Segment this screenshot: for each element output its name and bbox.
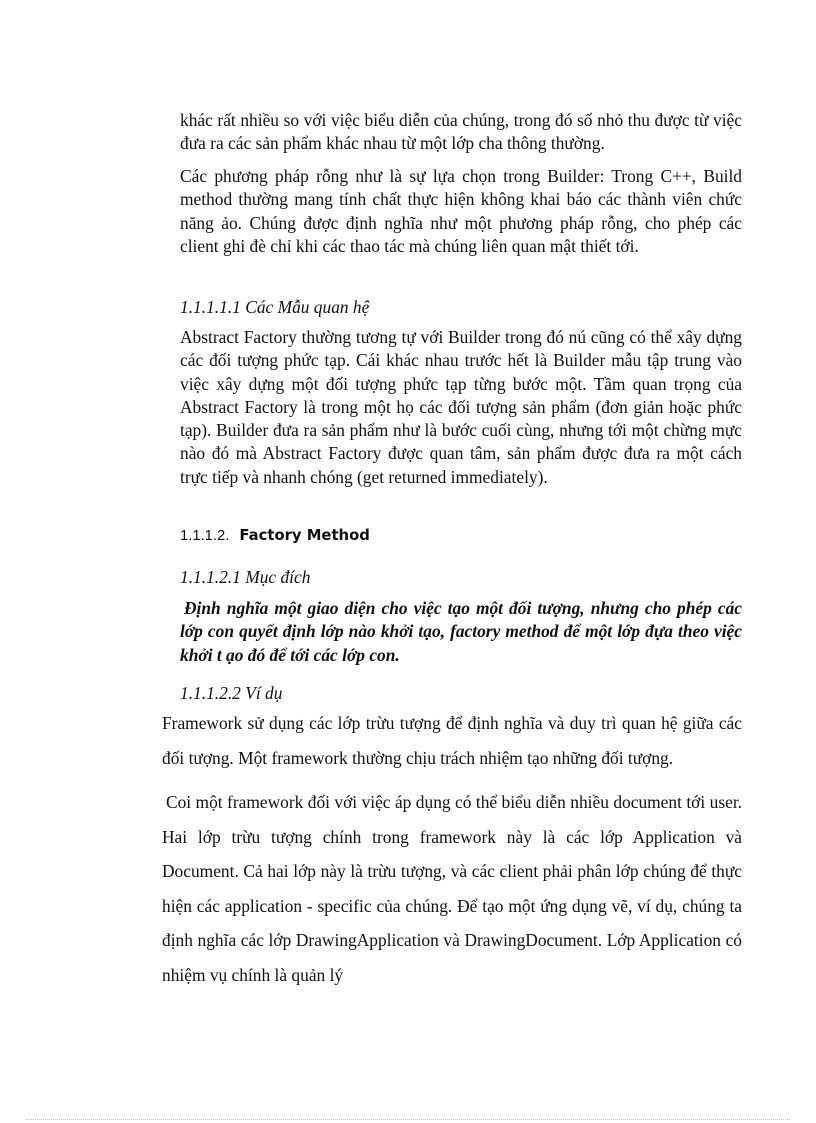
heading-related-patterns: 1.1.1.1.1 Các Mẫu quan hệ [180, 297, 370, 317]
paragraph-application-document: Coi một framework đối với việc áp dụng có thể biểu diễn nhiều document tới user. Hai lớp trừu tượng chính trong framework này là các lớp Application và Document. Cả hai lớp này là trừu tượng, và các client phải phân lớp chúng để thực hiện các application - specific của chúng. Để tạo một ứng dụng vẽ, ví dụ, chúng ta định nghĩa các lớp DrawingApplication và DrawingDocument. Lớp Application có nhiệm vụ chính là quản lý [162, 792, 742, 985]
paragraph-definition: Định nghĩa một giao diện cho việc tạo một đối tượng, nhưng cho phép các lớp con quyết định lớp nào khởi tạo, factory method để một lớp đựa theo việc khởi t ạo đó để tới các lớp con. [180, 598, 742, 665]
page-bottom-rule [26, 1119, 790, 1120]
section-title: Factory Method [239, 527, 370, 544]
heading-example: 1.1.1.2.2 Ví dụ [180, 683, 283, 703]
paragraph-builder-representation: khác rất nhiều so với việc biểu diễn của chúng, trong đó số nhỏ thu được từ việc đưa ra các sản phẩm khác nhau từ một lớp cha thông thường. [180, 110, 742, 154]
section-number: 1.1.1.2. [180, 528, 230, 544]
paragraph-framework-intro: Framework sử dụng các lớp trừu tượng để định nghĩa và duy trì quan hệ giữa các đối tượng. Một framework thường chịu trách nhiệm tạo những đối tượng. [162, 713, 742, 768]
heading-factory-method [180, 526, 370, 546]
paragraph-empty-methods: Các phương pháp rỗng như là sự lựa chọn trong Builder: Trong C++, Build method thường mang tính chất thực hiện không khai báo các thành viên chức năng ảo. Chúng được định nghĩa như một phương pháp rỗng, cho phép các client ghi đè chỉ khi các thao tác mà chúng liên quan mật thiết tới. [180, 166, 742, 256]
paragraph-abstract-factory: Abstract Factory thường tương tự với Builder trong đó nú cũng có thể xây dựng các đối tượng phức tạp. Cái khác nhau trước hết là Builder mẫu tập trung vào việc xây dựng một đối tượng phức tạp từng bước một. Tầm quan trọng của Abstract Factory là trong một họ các đối tượng sản phẩm (đơn giản hoặc phức tạp). Builder đưa ra sản phẩm như là bước cuối cùng, nhưng tới một chừng mực nào đó mà Abstract Factory được quan tâm, sản phẩm được đưa ra một cách trực tiếp và nhanh chóng (get returned immediately). [180, 327, 742, 487]
heading-purpose: 1.1.1.2.1 Mục đích [180, 567, 311, 587]
